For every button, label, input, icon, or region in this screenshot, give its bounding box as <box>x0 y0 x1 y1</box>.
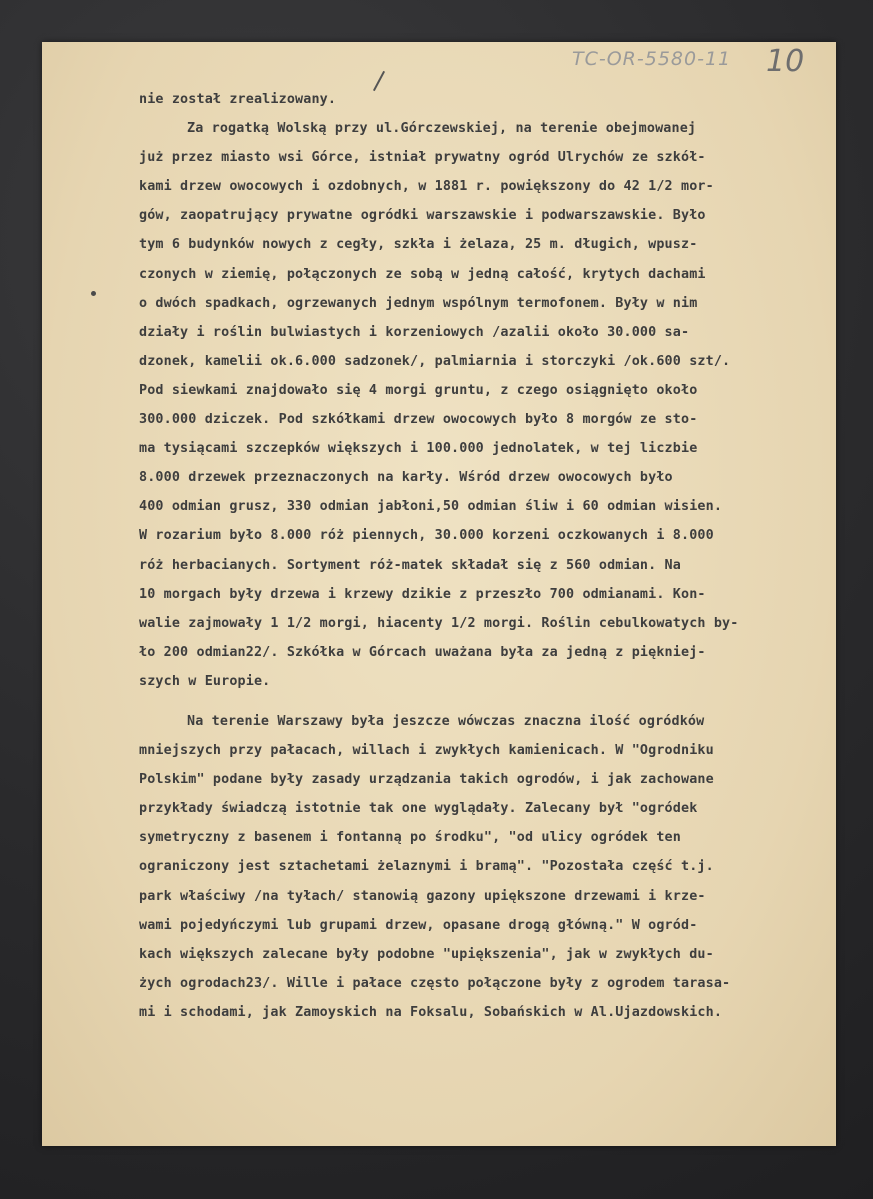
text-line: przykłady świadczą istotnie tak one wyglądały. Zalecany był "ogródek <box>139 801 698 817</box>
paragraph-gap <box>139 696 839 707</box>
paragraph-2 <box>139 114 839 696</box>
text-line: ma tysiącami szczepków większych i 100.000 jednolatek, w tej liczbie <box>139 441 698 457</box>
text-line: park właściwy /na tyłach/ stanowią gazony upiększone drzewami i krze- <box>139 888 706 904</box>
text-line: już przez miasto wsi Górce, istniał prywatny ogród Ulrychów ze szkół- <box>139 150 706 166</box>
text-line: ograniczony jest sztachetami żelaznymi i bramą". "Pozostała część t.j. <box>139 859 714 875</box>
archive-reference: TC-OR-5580-11 <box>572 48 732 70</box>
text-line: szych w Europie. <box>139 673 271 689</box>
text-line: 400 odmian grusz, 330 odmian jabłoni,50 odmian śliw i 60 odmian wisien. <box>139 499 723 515</box>
text-line: żych ogrodach23/. Wille i pałace często połączone były z ogrodem tarasa- <box>139 975 731 991</box>
text-line: ło 200 odmian22/. Szkółka w Górcach uważana była za jedną z piękniej- <box>139 644 706 660</box>
text-line: 300.000 dziczek. Pod szkółkami drzew owocowych było 8 morgów ze sto- <box>139 412 698 428</box>
text-line: symetryczny z basenem i fontanną po środku", "od ulicy ogródek ten <box>139 830 681 846</box>
typed-text <box>139 85 839 1027</box>
text-line: gów, zaopatrujący prywatne ogródki warszawskie i podwarszawskie. Było <box>139 208 706 224</box>
text-line: czonych w ziemię, połączonych ze sobą w jedną całość, krytych dachami <box>139 266 706 282</box>
text-line: o dwóch spadkach, ogrzewanych jednym wspólnym termofonem. Były w nim <box>139 295 698 311</box>
text-line: Polskim" podane były zasady urządzania takich ogrodów, i jak zachowane <box>139 772 714 788</box>
text-line: kach większych zalecane były podobne "upiększenia", jak w zwykłych du- <box>139 946 714 962</box>
text-line: nie został zrealizowany. <box>139 92 337 107</box>
document-page <box>42 42 836 1146</box>
page-number: 10 <box>766 44 805 79</box>
text-line: Pod siewkami znajdowało się 4 morgi gruntu, z czego osiągnięto około <box>139 382 698 398</box>
text-line: mi i schodami, jak Zamoyskich na Foksalu, Sobańskich w Al.Ujazdowskich. <box>139 1004 723 1020</box>
text-line: działy i roślin bulwiastych i korzeniowych /azalii około 30.000 sa- <box>139 324 690 340</box>
text-line: kami drzew owocowych i ozdobnych, w 1881 r. powiększony do 42 1/2 mor- <box>139 179 714 195</box>
text-line: mniejszych przy pałacach, willach i zwykłych kamienicach. W "Ogrodniku <box>139 743 714 759</box>
text-line: wami pojedyńczymi lub grupami drzew, opasane drogą główną." W ogród- <box>139 917 698 933</box>
margin-dot <box>91 291 96 296</box>
text-line: róż herbacianych. Sortyment róż-matek składał się z 560 odmian. Na <box>139 557 681 573</box>
text-line: dzonek, kamelii ok.6.000 sadzonek/, palmiarnia i storczyki /ok.600 szt/. <box>139 353 731 369</box>
paragraph-1 <box>139 85 839 114</box>
text-line: tym 6 budynków nowych z cegły, szkła i żelaza, 25 m. długich, wpusz- <box>139 237 698 253</box>
text-line: Za rogatką Wolską przy ul.Górczewskiej, na terenie obejmowanej <box>187 121 697 137</box>
text-line: W rozarium było 8.000 róż piennych, 30.000 korzeni oczkowanych i 8.000 <box>139 528 714 544</box>
text-line: Na terenie Warszawy była jeszcze wówczas znaczna ilość ogródków <box>187 713 705 729</box>
paragraph-3 <box>139 707 839 1027</box>
text-line: walie zajmowały 1 1/2 morgi, hiacenty 1/2 morgi. Roślin cebulkowatych by- <box>139 615 739 631</box>
text-line: 8.000 drzewek przeznaczonych na karły. Wśród drzew owocowych było <box>139 470 673 486</box>
text-line: 10 morgach były drzewa i krzewy dzikie z przeszło 700 odmianami. Kon- <box>139 586 706 602</box>
